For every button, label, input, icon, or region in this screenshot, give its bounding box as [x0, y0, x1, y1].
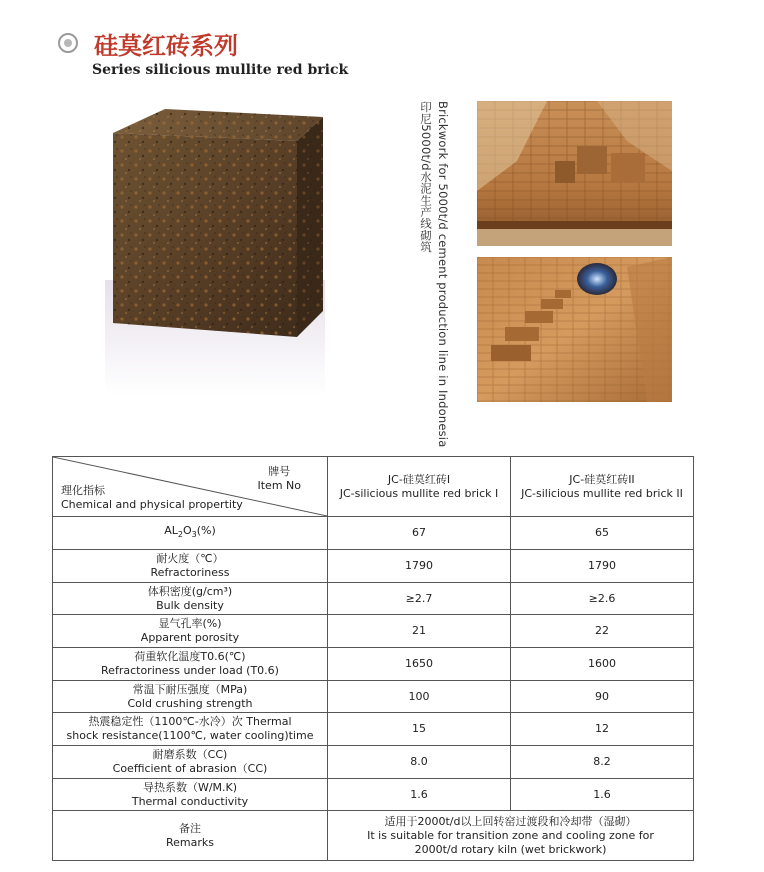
- kiln-brickwork-photo-top: [477, 101, 672, 246]
- property-label: 常温下耐压强度（MPa) Cold crushing strength: [53, 681, 328, 713]
- remarks-label: 备注 Remarks: [53, 811, 328, 861]
- value-cell: 67: [328, 517, 511, 550]
- value-cell: 22: [511, 615, 694, 648]
- value-cell: ≥2.6: [511, 583, 694, 615]
- value-cell: 12: [511, 713, 694, 746]
- value-cell: 90: [511, 681, 694, 713]
- value-cell: 8.0: [328, 746, 511, 779]
- circle-bullet-icon: [58, 33, 78, 53]
- table-row: [53, 615, 694, 648]
- value-cell: 8.2: [511, 746, 694, 779]
- page-title: 硅莫红砖系列: [94, 32, 238, 60]
- table-row: [53, 517, 694, 550]
- property-label: $AL_2O_3(\%)$: [53, 517, 328, 550]
- value-cell: ≥2.7: [328, 583, 511, 615]
- property-label: 耐磨系数（CC) Coefficient of abrasion（CC): [53, 746, 328, 779]
- value-cell: 1650: [328, 648, 511, 681]
- page-subtitle: Series silicious mullite red brick: [92, 62, 349, 78]
- value-cell: 1.6: [328, 779, 511, 811]
- table-row: [53, 583, 694, 615]
- table-header-row: [53, 457, 694, 517]
- value-cell: 21: [328, 615, 511, 648]
- value-cell: 1790: [328, 550, 511, 583]
- property-label: 耐火度（℃） Refractoriness: [53, 550, 328, 583]
- property-label: 热震稳定性（1100℃-水冷）次 Thermal shock resistance(1100℃, water cooling)time: [53, 713, 328, 746]
- kiln-brickwork-photo-bottom: [477, 257, 672, 402]
- table-row: [53, 779, 694, 811]
- value-cell: 1.6: [511, 779, 694, 811]
- property-label: 荷重软化温度T0.6(℃) Refractoriness under load (T0.6): [53, 648, 328, 681]
- index-header-label: 理化指标 Chemical and physical propertity: [61, 484, 243, 511]
- diagonal-header-cell: [53, 457, 328, 517]
- property-label: 显气孔率(%) Apparent porosity: [53, 615, 328, 648]
- property-label: 体积密度(g/cm³) Bulk density: [53, 583, 328, 615]
- remarks-text: 适用于2000t/d以上回转窑过渡段和冷却带（湿砌） It is suitable for transition zone and cooling zone for 2000t/d rotary kiln (wet brickwork): [328, 811, 694, 861]
- photo-caption-chinese: 印尼5000t/d水泥生产线砌筑: [419, 101, 433, 253]
- table-row: [53, 681, 694, 713]
- value-cell: 100: [328, 681, 511, 713]
- table-row: [53, 648, 694, 681]
- value-cell: 15: [328, 713, 511, 746]
- brand-header-label: 牌号 Item No: [257, 465, 301, 492]
- column-header-brick-2: JC-硅莫红砖II JC-silicious mullite red brick II: [511, 457, 694, 517]
- table-row: [53, 713, 694, 746]
- property-label: 导热系数（W/M.K) Thermal conductivity: [53, 779, 328, 811]
- properties-table: [52, 456, 694, 861]
- value-cell: 65: [511, 517, 694, 550]
- column-header-brick-1: JC-硅莫红砖I JC-silicious mullite red brick I: [328, 457, 511, 517]
- value-cell: 1790: [511, 550, 694, 583]
- table-row: [53, 746, 694, 779]
- remarks-row: [53, 811, 694, 861]
- table-row: [53, 550, 694, 583]
- brick-product-image: [105, 105, 325, 395]
- value-cell: 1600: [511, 648, 694, 681]
- photo-caption-english: Brickwork for 5000t/d cement production line in Indonesia: [436, 101, 450, 448]
